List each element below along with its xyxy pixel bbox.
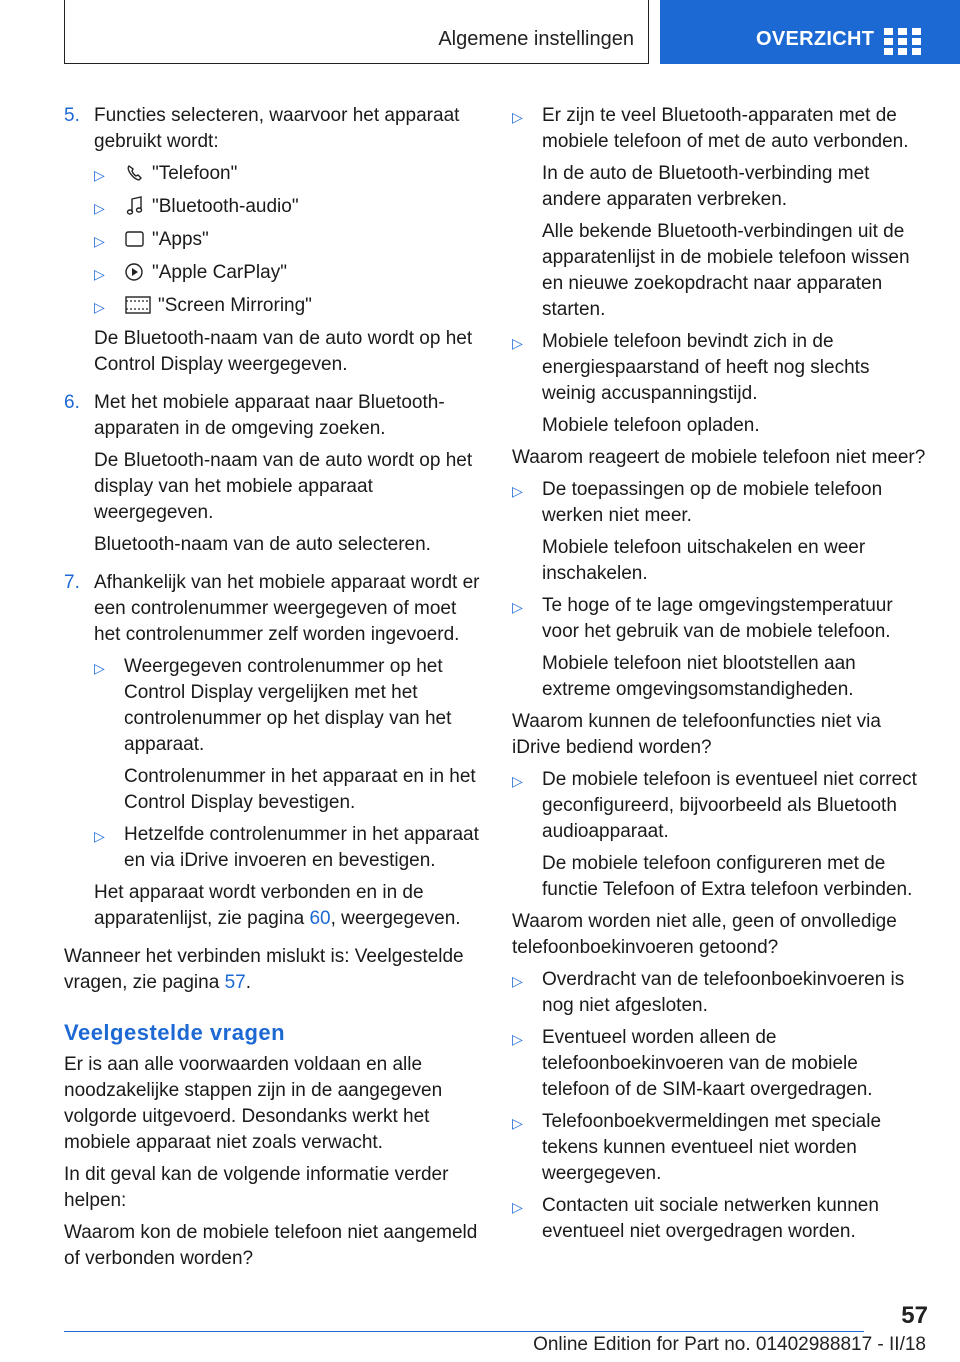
bullet-subtext: Alle bekende Bluetooth-verbindingen uit de apparatenlijst in de mobiele telefoon wissen en nieuwe zoekopdracht naar apparaten starten. <box>542 221 910 320</box>
fail-note: Wanneer het verbinden mislukt is: Veelgestelde vragen, zie pagina 57. <box>64 946 464 993</box>
bullet-icon: ▷ <box>512 1115 523 1131</box>
bullet-subtext: Mobiele telefoon opladen. <box>542 415 760 436</box>
question: Waarom reageert de mobiele telefoon niet meer? <box>512 447 926 468</box>
list-item <box>512 593 926 703</box>
bullet-icon: ▷ <box>512 973 523 989</box>
bullet-text: Hetzelfde controlenummer in het apparaat en via iDrive invoeren en bevestigen. <box>124 824 479 871</box>
overview-tab-label: OVERZICHT <box>756 28 875 50</box>
function-label: "Telefoon" <box>152 163 238 184</box>
left-column <box>64 103 480 1278</box>
list-item <box>94 260 480 287</box>
page-number: 57 <box>901 1302 928 1329</box>
step-6 <box>64 390 480 564</box>
step-7 <box>64 570 480 938</box>
function-label: "Apps" <box>152 229 209 250</box>
bullet-text: Telefoonboekvermeldingen met speciale tekens kunnen eventueel niet worden weergegeven. <box>542 1111 882 1184</box>
step-note: De Bluetooth-naam van de auto wordt op het Control Display weergegeven. <box>94 328 473 375</box>
bullet-icon: ▷ <box>94 233 105 249</box>
function-label: "Apple CarPlay" <box>152 262 287 283</box>
step-text: Functies selecteren, waarvoor het apparaat gebruikt wordt: <box>94 105 460 152</box>
phone-icon <box>124 163 146 183</box>
step-number: 6. <box>64 392 80 413</box>
bullet-icon: ▷ <box>94 828 105 844</box>
footer-divider <box>64 1331 864 1332</box>
screen-mirroring-icon <box>124 295 152 315</box>
list-item <box>512 329 926 439</box>
bullet-text: Eventueel worden alleen de telefoonboekinvoeren van de mobiele telefoon of de SIM-kaart overgedragen. <box>542 1027 873 1100</box>
step-result: Het apparaat wordt verbonden en in de apparatenlijst, zie pagina 60, weergegeven. <box>94 882 461 929</box>
function-label: "Bluetooth-audio" <box>152 196 299 217</box>
bullet-icon: ▷ <box>94 200 105 216</box>
bullet-text: De mobiele telefoon is eventueel niet correct geconfigureerd, bijvoorbeeld als Bluetooth audioapparaat. <box>542 769 917 842</box>
apps-icon <box>124 229 146 249</box>
page-header <box>0 0 960 66</box>
bullet-icon: ▷ <box>512 773 523 789</box>
bullet-icon: ▷ <box>512 483 523 499</box>
list-item <box>94 227 480 254</box>
paragraph: Er is aan alle voorwaarden voldaan en alle noodzakelijke stappen zijn in de aangegeven volgorde uitgevoerd. Desondanks werkt het mobiele apparaat niet zoals verwacht. <box>64 1054 443 1153</box>
list-item <box>94 161 480 188</box>
page-link[interactable]: 57 <box>224 972 246 993</box>
bullet-icon: ▷ <box>512 335 523 351</box>
list-item <box>512 1193 926 1245</box>
step-text: Met het mobiele apparaat naar Bluetooth-apparaten in de omgeving zoeken. <box>94 392 445 439</box>
list-item <box>512 1109 926 1187</box>
paragraph: In dit geval kan de volgende informatie verder helpen: <box>64 1164 449 1211</box>
bullet-icon: ▷ <box>94 299 105 315</box>
bullet-icon: ▷ <box>512 109 523 125</box>
bullet-subtext: Mobiele telefoon niet blootstellen aan extreme omgevingsomstandigheden. <box>542 653 856 700</box>
list-item <box>512 477 926 587</box>
bullet-text: De toepassingen op de mobiele telefoon werken niet meer. <box>542 479 883 526</box>
list-item <box>94 194 480 221</box>
bullet-icon: ▷ <box>94 660 105 676</box>
step-5 <box>64 103 480 384</box>
section-heading: Veelgestelde vragen <box>64 1020 286 1045</box>
step-number: 5. <box>64 105 80 126</box>
bullet-subtext: De mobiele telefoon configureren met de functie Telefoon of Extra telefoon verbinden. <box>542 853 913 900</box>
edition-note: Online Edition for Part no. 01402988817 - II/18 <box>533 1334 926 1355</box>
bullet-subtext: Mobiele telefoon uitschakelen en weer inschakelen. <box>542 537 866 584</box>
bullet-icon: ▷ <box>512 599 523 615</box>
page-link[interactable]: 60 <box>309 908 331 929</box>
list-item <box>512 1025 926 1103</box>
section-tab-label: Algemene instellingen <box>438 28 634 50</box>
bullet-text: Contacten uit sociale netwerken kunnen eventueel niet overgedragen worden. <box>542 1195 879 1242</box>
question: Waarom kon de mobiele telefoon niet aangemeld of verbonden worden? <box>64 1222 478 1269</box>
bullet-icon: ▷ <box>512 1031 523 1047</box>
bullet-text: Er zijn te veel Bluetooth-apparaten met de mobiele telefoon of met de auto verbonden. <box>542 105 909 152</box>
step-text: Afhankelijk van het mobiele apparaat wordt er een controlenummer weergegeven of moet het controlenummer zelf worden ingevoerd. <box>94 572 480 645</box>
step-number: 7. <box>64 572 80 593</box>
list-item <box>94 654 480 816</box>
step-note: De Bluetooth-naam van de auto wordt op het display van het mobiele apparaat weergegeven. <box>94 450 473 523</box>
music-note-icon <box>124 196 146 216</box>
bullet-text: Te hoge of te lage omgevingstemperatuur voor het gebruik van de mobiele telefoon. <box>542 595 893 642</box>
section-tab[interactable] <box>64 0 649 64</box>
bullet-icon: ▷ <box>512 1199 523 1215</box>
bullet-subtext: Controlenummer in het apparaat en in het Control Display bevestigen. <box>124 766 476 813</box>
function-label: "Screen Mirroring" <box>158 295 312 316</box>
bullet-icon: ▷ <box>94 167 105 183</box>
list-item <box>512 967 926 1019</box>
question: Waarom worden niet alle, geen of onvolledige telefoonboekinvoeren getoond? <box>512 911 897 958</box>
bullet-subtext: In de auto de Bluetooth-verbinding met andere apparaten verbreken. <box>542 163 870 210</box>
list-item <box>512 767 926 903</box>
bullet-text: Mobiele telefoon bevindt zich in de energiespaarstand of heeft nog slechts weinig accuspanningstijd. <box>542 331 870 404</box>
question: Waarom kunnen de telefoonfuncties niet via iDrive bediend worden? <box>512 711 881 758</box>
list-item <box>512 103 926 323</box>
play-circle-icon <box>124 262 146 282</box>
right-column <box>512 103 926 1251</box>
grid-icon[interactable] <box>884 28 922 54</box>
list-item <box>94 822 480 874</box>
bullet-text: Weergegeven controlenummer op het Control Display vergelijken met het controlenummer op het display van het apparaat. <box>124 656 452 755</box>
bullet-icon: ▷ <box>94 266 105 282</box>
bullet-text: Overdracht van de telefoonboekinvoeren is nog niet afgesloten. <box>542 969 905 1016</box>
list-item <box>94 293 480 320</box>
step-note: Bluetooth-naam van de auto selecteren. <box>94 534 431 555</box>
